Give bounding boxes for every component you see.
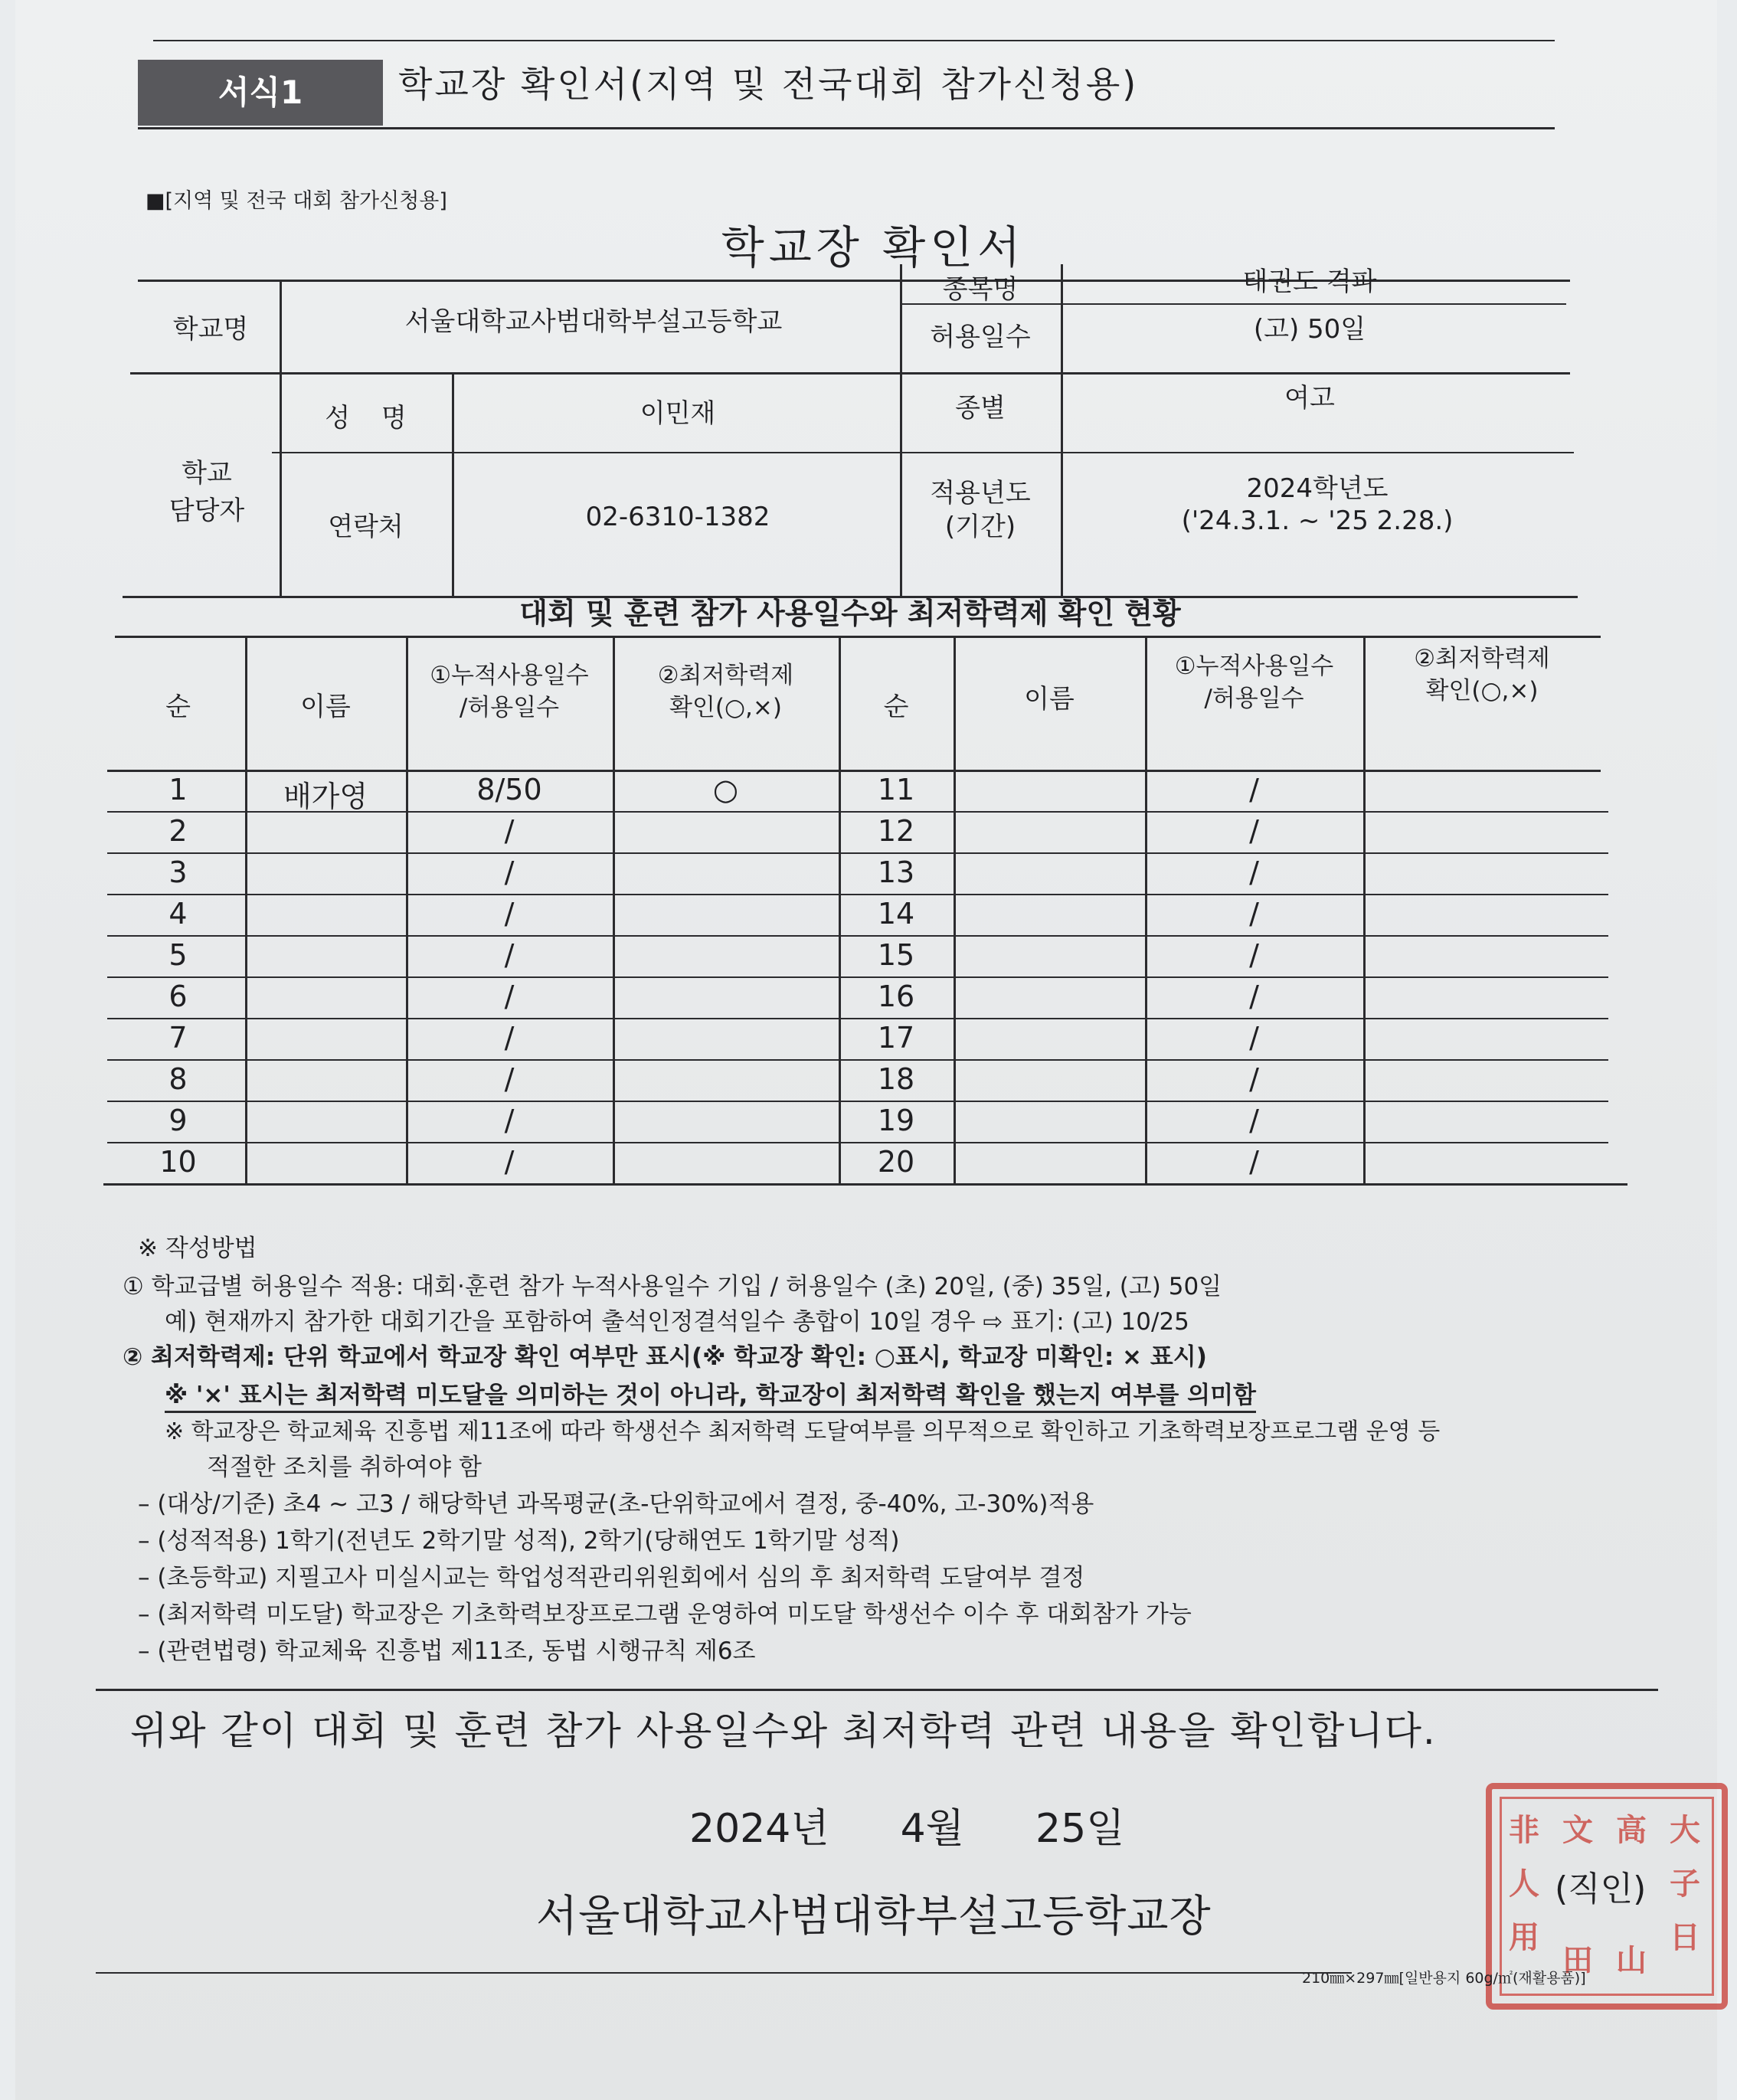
row-divider [107, 1142, 1608, 1143]
row-no: 10 [159, 1145, 197, 1179]
category-label: 종별 [955, 393, 1006, 424]
detail-3: – (초등학교) 지필고사 미실시교는 학업성적관리위원회에서 심의 후 최저학력 도달여부 결정 [138, 1564, 1085, 1591]
year-value: 2024학년도 [1246, 473, 1389, 504]
name-label: 성 명 [325, 403, 407, 433]
row-days-2: / [1249, 980, 1259, 1013]
date-year: 2024년 [689, 1806, 829, 1852]
row-days: 8/50 [476, 773, 542, 806]
seal-label: (직인) [1555, 1869, 1647, 1909]
row-days-2: / [1249, 814, 1259, 848]
row-no-2: 16 [877, 980, 915, 1013]
header-rule [138, 127, 1555, 129]
document-sheet [15, 0, 1717, 2100]
row-days: / [504, 1145, 515, 1179]
usage-label: ■[지역 및 전국 대회 참가신청용] [146, 189, 447, 213]
row-days: / [504, 814, 515, 848]
contact-label: 연락처 [328, 512, 404, 542]
official-seal-stamp: ⾮ ⽂ ⾼ ⼤ ⼈ ⼦ ⽤ ⽥ ⼭ ⽇ [1486, 1783, 1728, 2010]
row-days-2: / [1249, 1145, 1259, 1179]
row-days: / [504, 897, 515, 931]
date-month: 4월 [900, 1806, 964, 1852]
row-no: 4 [168, 897, 188, 931]
top-rule [153, 40, 1555, 41]
row-no: 9 [168, 1104, 188, 1137]
school-name-value: 서울대학교사범대학부설고등학교 [404, 306, 783, 337]
row-divider [107, 935, 1608, 937]
row-days-2: / [1249, 938, 1259, 972]
row-check: ○ [712, 773, 739, 806]
row-divider [107, 852, 1608, 854]
row-no-2: 12 [877, 814, 915, 848]
status-title: 대회 및 훈련 참가 사용일수와 최저학력제 확인 현황 [519, 597, 1181, 630]
row-no-2: 18 [877, 1062, 915, 1096]
paper-spec: 210㎜×297㎜[일반용지 60g/㎡(재활용품)] [1302, 1970, 1586, 1987]
confirm-rule [96, 1689, 1658, 1691]
event-value: 태권도 격파 [1242, 267, 1377, 297]
row-no: 8 [168, 1062, 188, 1096]
row-no: 3 [168, 855, 188, 889]
date-day: 25일 [1035, 1806, 1125, 1852]
header-days-1: ①누적사용일수 /허용일수 [430, 662, 589, 721]
row-no-2: 17 [877, 1021, 915, 1055]
manager-label: 학교 담당자 [168, 458, 245, 526]
row-days-2: / [1249, 1104, 1259, 1137]
row-days: / [504, 1021, 515, 1055]
row-no: 2 [168, 814, 188, 848]
row-name: 배가영 [283, 780, 368, 813]
document-title: 학교장 확인서 [721, 221, 1026, 273]
issue-date [689, 1796, 1124, 1853]
note-1-example: 예) 현재까지 참가한 대회기간을 포함하여 출석인정결석일수 총합이 10일 경우 ⇨ 표기: (고) 10/25 [165, 1308, 1189, 1336]
detail-2: – (성적적용) 1학기(전년도 2학기말 성적), 2학기(당해연도 1학기말 성적) [138, 1527, 900, 1555]
detail-4: – (최저학력 미도달) 학교장은 기초학력보장프로그램 운영하여 미도달 학생선수 이수 후 대회참가 가능 [138, 1601, 1192, 1628]
row-divider [107, 894, 1608, 895]
allowed-days-value: (고) 50일 [1253, 314, 1366, 345]
row-days: / [504, 938, 515, 972]
note-2: ② 최저학력제: 단위 학교에서 학교장 확인 여부만 표시(※ 학교장 확인: ○표시, 학교장 미확인: × 표시) [123, 1343, 1207, 1371]
row-no-2: 15 [877, 938, 915, 972]
row-divider [107, 1101, 1608, 1102]
row-divider [107, 976, 1608, 978]
notes-heading: ※ 작성방법 [138, 1235, 257, 1262]
header-check-1: ②최저학력제 확인(○,×) [657, 662, 794, 721]
event-label: 종목명 [942, 274, 1019, 305]
form-title: 학교장 확인서(지역 및 전국대회 참가신청용) [398, 64, 1139, 105]
row-no-2: 20 [877, 1145, 915, 1179]
row-no-2: 19 [877, 1104, 915, 1137]
header-no-1: 순 [165, 692, 191, 722]
category-value: 여고 [1284, 383, 1335, 414]
detail-1: – (대상/기준) 초4 ~ 고3 / 해당학년 과목평균(초-단위학교에서 결정, 중-40%, 고-30%)적용 [138, 1490, 1094, 1518]
year-label: 적용년도 (기간) [930, 478, 1031, 543]
row-days: / [504, 1104, 515, 1137]
row-divider [107, 1059, 1608, 1061]
header-name-2: 이름 [1024, 684, 1075, 715]
bottom-rule [96, 1972, 1352, 1974]
note-3-text: ※ '×' 표시는 최저학력 미도달을 의미하는 것이 아니라, 학교장이 최저학력 확인을 했는지 여부를 의미함 [165, 1382, 1256, 1413]
detail-5: – (관련법령) 학교체육 진흥법 제11조, 동법 시행규칙 제6조 [138, 1637, 756, 1665]
row-days: / [504, 855, 515, 889]
period-value: ('24.3.1. ~ '25 2.28.) [1181, 505, 1454, 536]
school-name-label: 학교명 [172, 314, 249, 345]
note-4: ※ 학교장은 학교체육 진흥법 제11조에 따라 학생선수 최저학력 도달여부를 의무적으로 확인하고 기초학력보장프로그램 운영 등 [165, 1418, 1441, 1445]
note-4-continued: 적절한 조치를 취하여야 함 [207, 1454, 482, 1481]
header-days-2: ①누적사용일수 /허용일수 [1174, 653, 1334, 712]
row-no: 5 [168, 938, 188, 972]
row-days-2: / [1249, 773, 1259, 806]
principal-name: 서울대학교사범대학부설고등학교장 [536, 1892, 1212, 1941]
row-no-2: 14 [877, 897, 915, 931]
row-days-2: / [1249, 1021, 1259, 1055]
row-no: 7 [168, 1021, 188, 1055]
note-1: ① 학교급별 허용일수 적용: 대회·훈련 참가 누적사용일수 기입 / 허용일수 (초) 20일, (중) 35일, (고) 50일 [123, 1273, 1222, 1300]
note-3 [165, 1380, 1256, 1411]
row-days-2: / [1249, 855, 1259, 889]
contact-value: 02-6310-1382 [585, 502, 770, 532]
form-number-tag: 서식1 [138, 60, 383, 126]
name-value: 이민재 [640, 398, 716, 429]
row-no: 1 [168, 773, 188, 806]
header-name-1: 이름 [300, 692, 351, 722]
row-days: / [504, 1062, 515, 1096]
row-divider [107, 1018, 1608, 1019]
row-days-2: / [1249, 1062, 1259, 1096]
confirm-statement: 위와 같이 대회 및 훈련 참가 사용일수와 최저학력 관련 내용을 확인합니다. [130, 1709, 1437, 1753]
header-check-2: ②최저학력제 확인(○,×) [1414, 645, 1550, 705]
row-no-2: 11 [877, 773, 915, 806]
row-days-2: / [1249, 897, 1259, 931]
allowed-days-label: 허용일수 [930, 322, 1031, 352]
row-no: 6 [168, 980, 188, 1013]
row-no-2: 13 [877, 855, 915, 889]
row-days: / [504, 980, 515, 1013]
header-no-2: 순 [883, 692, 909, 722]
